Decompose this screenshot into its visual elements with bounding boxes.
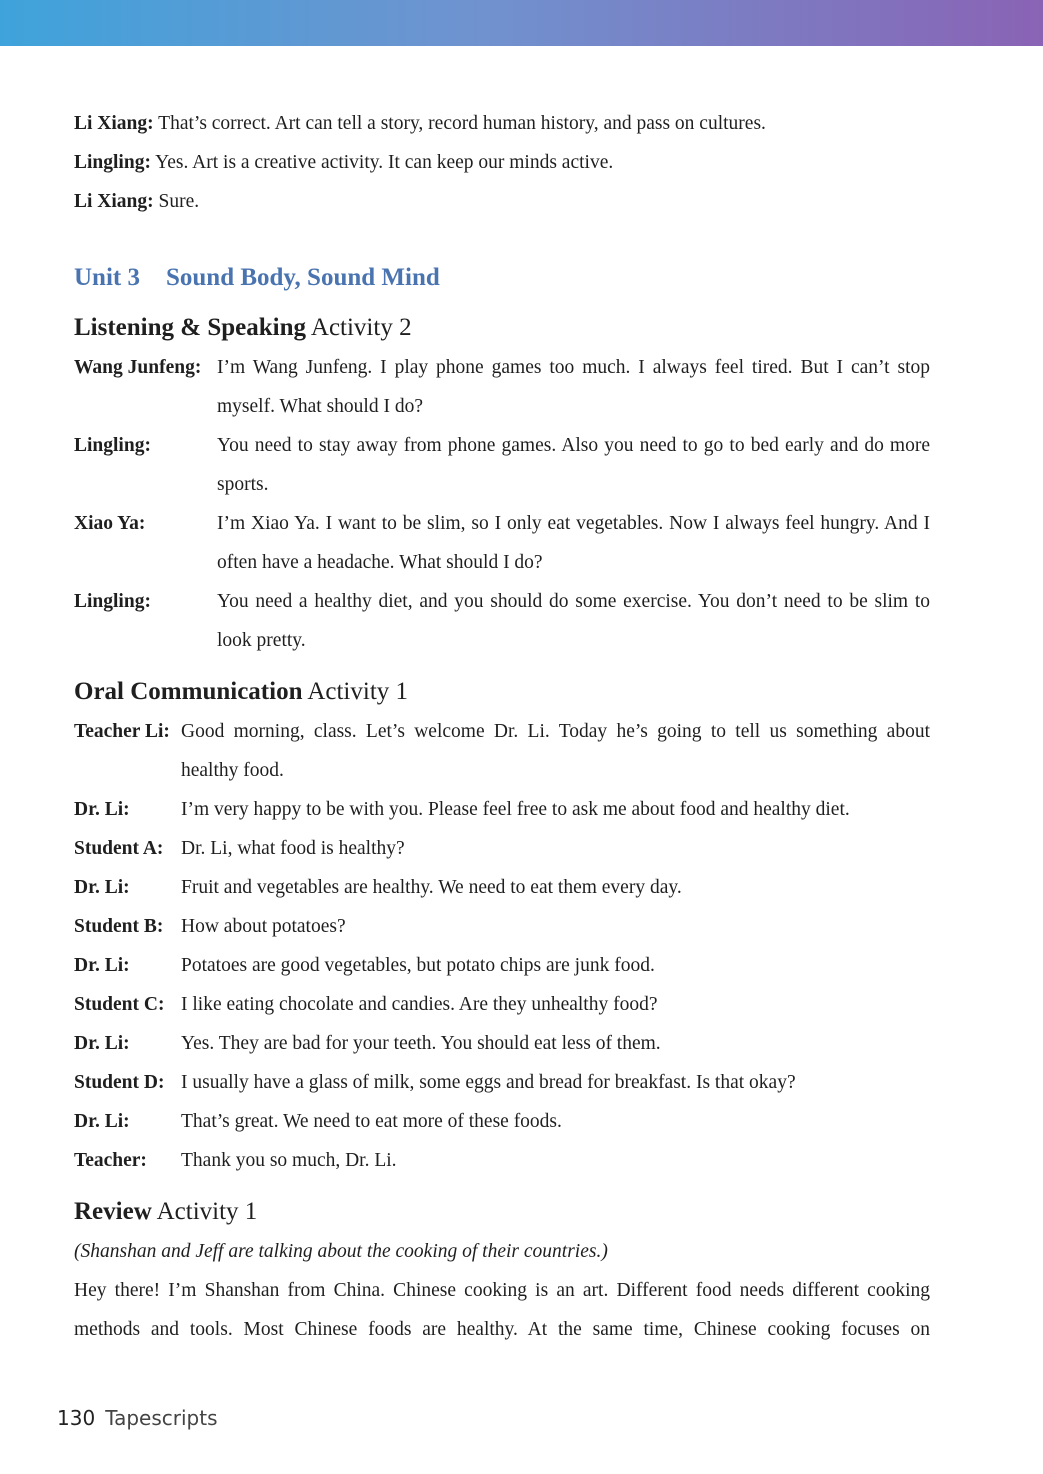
speaker-name: Li Xiang:: [74, 113, 154, 134]
speaker-name: Dr. Li:: [74, 1033, 130, 1054]
header-gradient-band: [0, 0, 1043, 46]
dialogue-text: I’m Wang Junfeng. I play phone games too much. I always feel tired. But I can’t stop myself. What should I do?: [217, 357, 930, 417]
dialogue-text: You need to stay away from phone games. Also you need to go to bed early and do more sports.: [217, 435, 930, 495]
dialogue-text: You need a healthy diet, and you should do some exercise. You don’t need to be slim to look pretty.: [217, 591, 930, 651]
dialogue-row: [74, 426, 930, 504]
dialogue-row: [74, 712, 930, 790]
dialogue-text: Thank you so much, Dr. Li.: [181, 1150, 397, 1171]
dialogue-text: That’s correct. Art can tell a story, record human history, and pass on cultures.: [153, 113, 766, 134]
speaker-name: Dr. Li:: [74, 1111, 130, 1132]
dialogue-text: Sure.: [153, 191, 200, 212]
speaker-name: Teacher Li:: [74, 721, 170, 742]
dialogue-text: Yes. Art is a creative activity. It can keep our minds active.: [150, 152, 614, 173]
unit-heading: [74, 258, 930, 298]
dialogue-text: I usually have a glass of milk, some eggs and bread for breakfast. Is that okay?: [181, 1072, 796, 1093]
dialogue-line: [74, 182, 930, 221]
page-content: [74, 104, 930, 1349]
section-title-listening: [74, 308, 930, 348]
dialogue-row: [74, 504, 930, 582]
speaker-name: Wang Junfeng:: [74, 357, 202, 378]
speaker-name: Li Xiang:: [74, 191, 154, 212]
dialogue-row: [74, 1141, 930, 1180]
page-footer: [57, 1402, 218, 1434]
speaker-name: Teacher:: [74, 1150, 147, 1171]
dialogue-text: Yes. They are bad for your teeth. You should eat less of them.: [181, 1033, 661, 1054]
speaker-name: Dr. Li:: [74, 877, 130, 898]
section-title-activity: Activity 2: [306, 314, 412, 341]
unit-title: Sound Body, Sound Mind: [165, 264, 440, 291]
dialogue-text: I’m Xiao Ya. I want to be slim, so I only eat vegetables. Now I always feel hungry. And I often have a headache. What should I do?: [217, 513, 930, 573]
dialogue-row: [74, 1102, 930, 1141]
section-title-review: [74, 1192, 930, 1232]
dialogue-text: I’m very happy to be with you. Please feel free to ask me about food and healthy diet.: [181, 799, 850, 820]
speaker-name: Student B:: [74, 916, 164, 937]
dialogue-row: [74, 829, 930, 868]
section-title-bold: Review: [74, 1198, 152, 1225]
dialogue-text: How about potatoes?: [181, 916, 346, 937]
section-title-bold: Listening & Speaking: [74, 314, 307, 341]
dialogue-text: Dr. Li, what food is healthy?: [181, 838, 405, 859]
dialogue-row: [74, 1024, 930, 1063]
speaker-name: Xiao Ya:: [74, 513, 146, 534]
speaker-name: Lingling:: [74, 152, 151, 173]
dialogue-text: Fruit and vegetables are healthy. We need to eat them every day.: [181, 877, 682, 898]
unit-number: Unit 3: [74, 264, 140, 291]
dialogue-row: [74, 348, 930, 426]
section-title-oral: [74, 672, 930, 712]
dialogue-text: Potatoes are good vegetables, but potato chips are junk food.: [181, 955, 655, 976]
dialogue-text: I like eating chocolate and candies. Are they unhealthy food?: [181, 994, 658, 1015]
stage-direction: (Shanshan and Jeff are talking about the cooking of their countries.): [74, 1241, 608, 1262]
speaker-name: Student A:: [74, 838, 164, 859]
dialogue-row: [74, 868, 930, 907]
dialogue-line: [74, 143, 930, 182]
page-number: 130: [57, 1406, 96, 1430]
dialogue-text: That’s great. We need to eat more of these foods.: [181, 1111, 562, 1132]
section-title-activity: Activity 1: [151, 1198, 258, 1225]
section-title-bold: Oral Communication: [74, 678, 303, 705]
footer-label: Tapescripts: [105, 1406, 218, 1430]
speaker-name: Lingling:: [74, 591, 151, 612]
speaker-name: Student D:: [74, 1072, 165, 1093]
speaker-name: Lingling:: [74, 435, 151, 456]
dialogue-line: [74, 104, 930, 143]
dialogue-row: [74, 907, 930, 946]
dialogue-row: [74, 1063, 930, 1102]
speaker-name: Dr. Li:: [74, 799, 130, 820]
section-title-activity: Activity 1: [302, 678, 409, 705]
dialogue-row: [74, 946, 930, 985]
dialogue-row: [74, 790, 930, 829]
speaker-name: Dr. Li:: [74, 955, 130, 976]
paragraph-line: methods and tools. Most Chinese foods are healthy. At the same time, Chinese cooking focuses on: [74, 1319, 930, 1340]
dialogue-text: Good morning, class. Let’s welcome Dr. Li. Today he’s going to tell us something about healthy food.: [181, 721, 930, 781]
speaker-name: Student C:: [74, 994, 165, 1015]
dialogue-row: [74, 582, 930, 660]
paragraph-line: Hey there! I’m Shanshan from China. Chinese cooking is an art. Different food needs different cooking: [74, 1280, 930, 1301]
dialogue-row: [74, 985, 930, 1024]
